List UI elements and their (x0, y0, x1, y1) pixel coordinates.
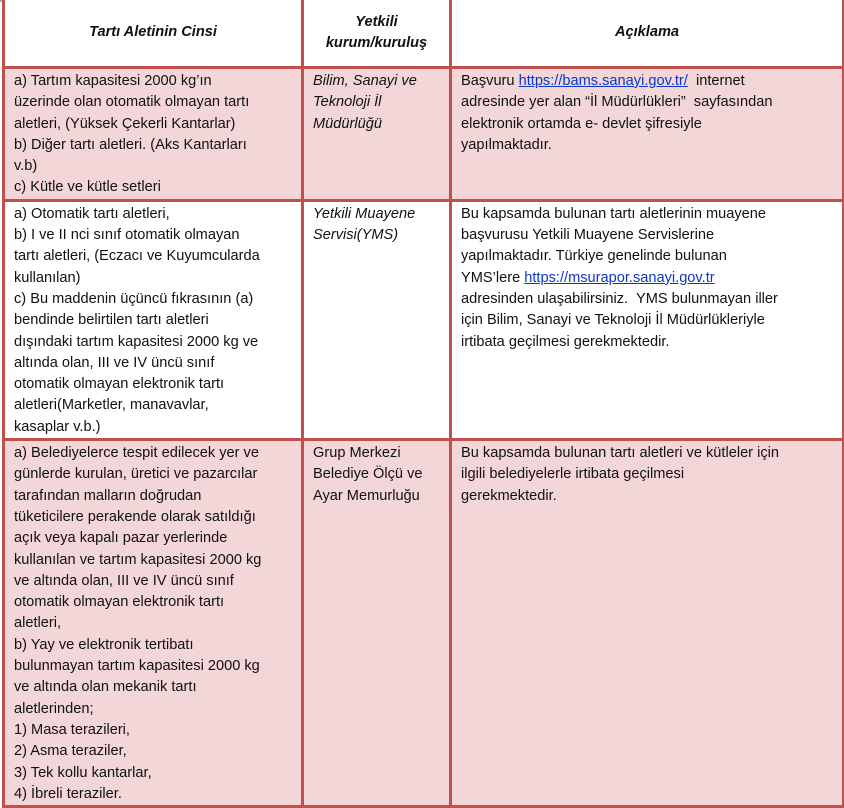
instrument-type-cell: a) Otomatik tartı aletleri, b) I ve II nci sınıf otomatik olmayan tartı aletleri, (Eczacı ve Kuyumcularda kullanılan) c) Bu maddenin üçüncü fıkrasının (a) bendinde belirtilen tartı aletleri dışındaki tartım kapasitesi 2000 kg ve altında olan, III ve IV üncü sınıf otomatik olmayan elektronik tartı aletleri(Marketler, manavavlar, kasaplar v.b.) (4, 200, 303, 439)
instrument-type-cell: a) Tartım kapasitesi 2000 kg’ın üzerinde olan otomatik olmayan tartı aletleri, (Yüksek Çekerli Kantarlar) b) Diğer tartı aletleri. (Aks Kantarları v.b) c) Kütle ve kütle setleri (4, 68, 303, 201)
bams-link[interactable]: https://bams.sanayi.gov.tr/ (518, 73, 688, 89)
authority-cell: Grup Merkezi Belediye Ölçü ve Ayar Memurluğu (303, 440, 451, 807)
weighing-instruments-table (2, 0, 844, 808)
authority-cell: Yetkili Muayene Servisi(YMS) (303, 200, 451, 439)
table-row (4, 200, 844, 439)
msurapor-link[interactable]: https://msurapor.sanayi.gov.tr (524, 269, 715, 286)
header-description: Açıklama (451, 0, 844, 68)
header-row (4, 0, 844, 68)
table-row (4, 68, 844, 201)
authority-cell: Bilim, Sanayi ve Teknoloji İl Müdürlüğü (303, 68, 451, 201)
header-authority: Yetkili kurum/kuruluş (303, 0, 451, 68)
description-cell: Bu kapsamda bulunan tartı aletleri ve kütleler için ilgili belediyelerle irtibata geçilmesi gerekmektedir. (451, 440, 844, 807)
table-row (4, 440, 844, 807)
header-instrument-type: Tartı Aletinin Cinsi (4, 0, 303, 68)
instrument-type-cell: a) Belediyelerce tespit edilecek yer ve günlerde kurulan, üretici ve pazarcılar tarafından malların doğrudan tüketicilere perakende olarak satıldığı açık veya kapalı pazar yerlerinde kullanılan ve tartım kapasitesi 2000 kg ve altında olan, III ve IV üncü sınıf otomatik olmayan elektronik tartı aletleri, b) Yay ve elektronik tertibatı bulunmayan tartım kapasitesi 2000 kg ve altında olan mekanik tartı aletlerinden; 1) Masa terazileri, 2) Asma teraziler, 3) Tek kollu kantarlar, 4) İbreli teraziler. (4, 440, 303, 807)
description-cell: Bu kapsamda bulunan tartı aletlerinin muayene başvurusu Yetkili Muayene Servislerine yapılmaktadır. Türkiye genelinde bulunan YMS’lere https://msurapor.sanayi.gov.tr adresinden ulaşabilirsiniz. YMS bulunmayan iller için Bilim, Sanayi ve Teknoloji İl Müdürlükleriyle irtibata geçilmesi gerekmektedir. (451, 200, 844, 439)
description-cell: Başvuru https://bams.sanayi.gov.tr/ internet adresinde yer alan “İl Müdürlükleri” sayfasından elektronik ortamda e- devlet şifresiyle yapılmaktadır. (451, 68, 844, 201)
